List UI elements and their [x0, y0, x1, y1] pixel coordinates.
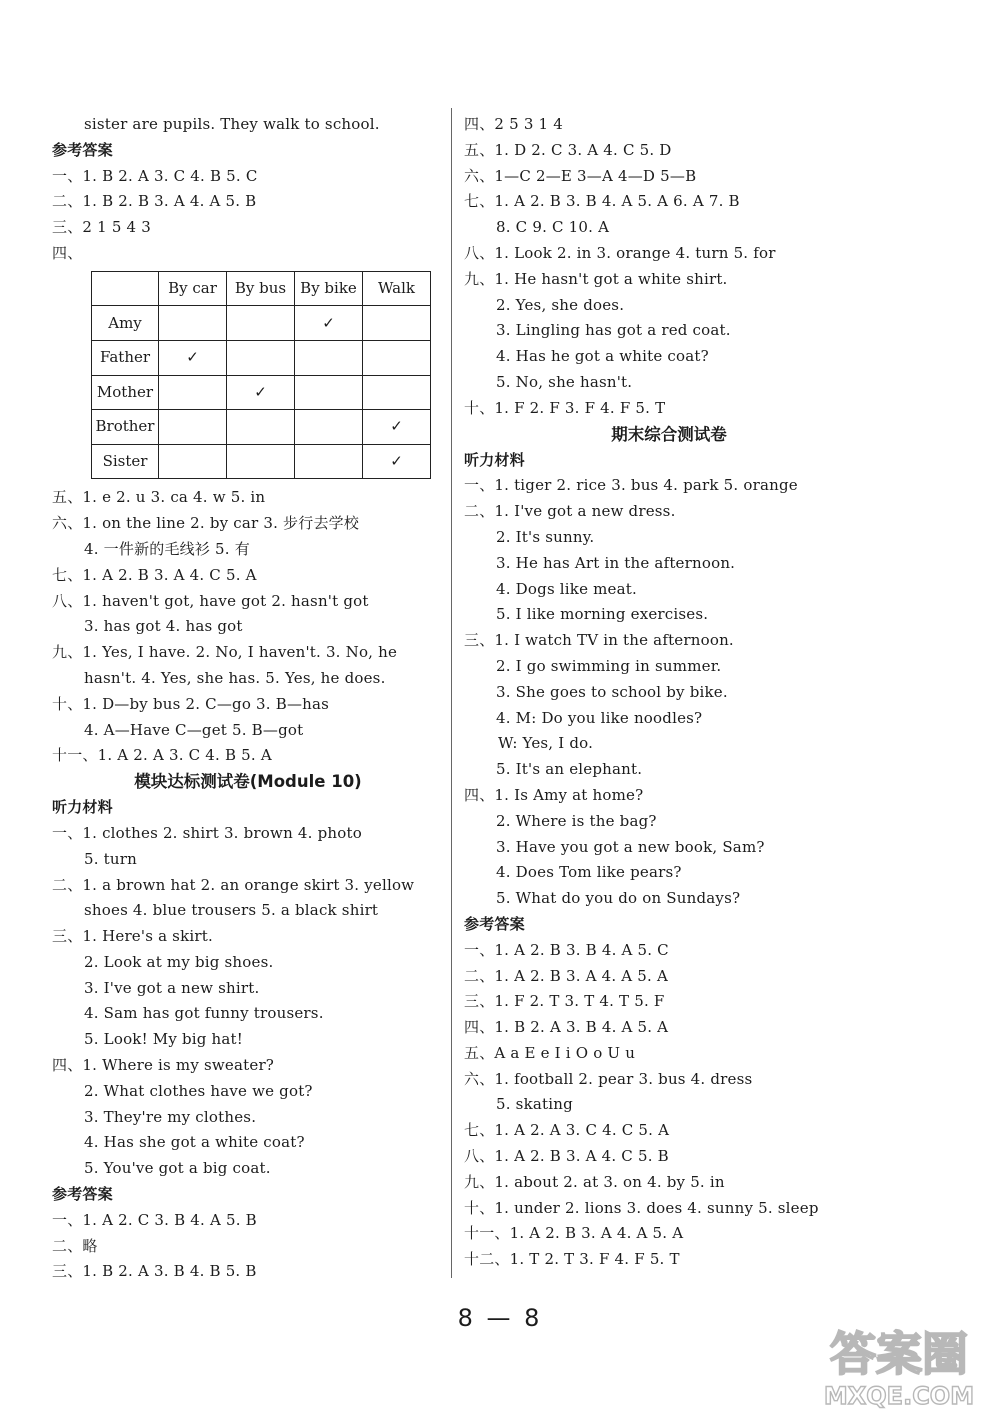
left-top-lines — [52, 112, 444, 267]
answer-line: 四、 — [52, 243, 83, 262]
answer-line: 四、1. Is Amy at home? — [464, 785, 644, 804]
check-cell: ✓ — [159, 340, 227, 375]
answer-line: 5. Look! My big hat! — [84, 1030, 244, 1049]
check-cell — [227, 340, 295, 375]
answer-line: 4. 一件新的毛线衫 5. 有 — [84, 539, 250, 558]
section-header: 听力材料 — [52, 798, 113, 817]
column-header: By bike — [295, 271, 363, 306]
answer-line: hasn't. 4. Yes, she has. 5. Yes, he does. — [84, 668, 386, 687]
check-cell — [295, 375, 363, 410]
answer-line: 一、1. B 2. A 3. C 4. B 5. C — [52, 166, 258, 185]
row-label: Brother — [92, 410, 159, 445]
answer-line: 二、1. I've got a new dress. — [464, 502, 676, 521]
answer-line: 5. I like morning exercises. — [496, 605, 709, 624]
section-title: 模块达标测试卷(Module 10) — [134, 772, 362, 792]
answer-line: 六、1. football 2. pear 3. bus 4. dress — [464, 1069, 753, 1088]
column-header: Walk — [363, 271, 431, 306]
answer-line: 4. M: Do you like noodles? — [496, 708, 703, 727]
answer-line: 4. Has he got a white coat? — [496, 347, 709, 366]
answer-line: 5. What do you do on Sundays? — [496, 889, 741, 908]
table-row — [92, 444, 431, 479]
answer-line: W: Yes, I do. — [498, 734, 594, 753]
answer-line: 八、1. Look 2. in 3. orange 4. turn 5. for — [464, 243, 776, 262]
section-header: 参考答案 — [464, 914, 525, 933]
answer-line: shoes 4. blue trousers 5. a black shirt — [84, 901, 379, 920]
row-label: Amy — [92, 306, 159, 341]
answer-line: 3. I've got a new shirt. — [84, 978, 260, 997]
answer-line: 4. Has she got a white coat? — [84, 1133, 305, 1152]
column-divider — [451, 108, 452, 1278]
table-row — [92, 306, 431, 341]
answer-line: 2. I go swimming in summer. — [496, 656, 722, 675]
answer-line: 一、1. tiger 2. rice 3. bus 4. park 5. orange — [464, 476, 798, 495]
row-label: Father — [92, 340, 159, 375]
answer-line: 2. Yes, she does. — [496, 295, 625, 314]
answer-line: 八、1. A 2. B 3. A 4. C 5. B — [464, 1147, 669, 1166]
answer-line: 七、1. A 2. A 3. C 4. C 5. A — [464, 1121, 670, 1140]
answer-line: 二、1. A 2. B 3. A 4. A 5. A — [464, 966, 669, 985]
answer-line: 4. Does Tom like pears? — [496, 863, 682, 882]
answer-line: 5. You've got a big coat. — [84, 1159, 271, 1178]
answer-line: 5. skating — [496, 1095, 573, 1114]
check-cell — [363, 340, 431, 375]
check-cell — [159, 410, 227, 445]
table-row — [92, 340, 431, 375]
answer-line: 三、2 1 5 4 3 — [52, 218, 151, 237]
answer-line: 二、1. a brown hat 2. an orange skirt 3. yellow — [52, 875, 415, 894]
answer-line: 二、1. B 2. B 3. A 4. A 5. B — [52, 192, 257, 211]
answer-line: 四、2 5 3 1 4 — [464, 115, 563, 133]
left-column — [52, 112, 444, 1285]
answer-line: 三、1. F 2. T 3. T 4. T 5. F — [464, 992, 665, 1011]
check-cell — [227, 444, 295, 479]
answer-line: 一、1. A 2. C 3. B 4. A 5. B — [52, 1210, 257, 1229]
check-cell — [363, 375, 431, 410]
check-cell: ✓ — [295, 306, 363, 341]
check-cell — [227, 410, 295, 445]
answer-line: 四、1. B 2. A 3. B 4. A 5. A — [464, 1018, 669, 1037]
answer-line: 九、1. about 2. at 3. on 4. by 5. in — [464, 1172, 725, 1191]
answer-line: 2. What clothes have we got? — [84, 1081, 313, 1100]
watermark-logo-text: 答案圈 — [830, 1327, 968, 1381]
answer-line: 4. Sam has got funny trousers. — [84, 1004, 324, 1023]
answer-line: 5. It's an elephant. — [496, 760, 643, 779]
check-cell — [295, 444, 363, 479]
answer-line: 七、1. A 2. B 3. A 4. C 5. A — [52, 565, 257, 584]
answer-line: 十一、1. A 2. B 3. A 4. A 5. A — [464, 1224, 684, 1243]
answer-line: 十、1. under 2. lions 3. does 4. sunny 5. sleep — [464, 1198, 819, 1217]
answer-line: 二、略 — [52, 1236, 98, 1255]
answer-line: 十二、1. T 2. T 3. F 4. F 5. T — [464, 1250, 680, 1269]
table-header-row — [92, 271, 431, 306]
answer-line: 四、1. Where is my sweater? — [52, 1056, 275, 1075]
answer-line: 3. He has Art in the afternoon. — [496, 553, 736, 572]
transport-table — [91, 271, 431, 480]
answer-line: 九、1. He hasn't got a white shirt. — [464, 269, 728, 288]
answer-line: 十、1. D—by bus 2. C—go 3. B—has — [52, 694, 330, 713]
row-label: Mother — [92, 375, 159, 410]
section-header: 参考答案 — [52, 140, 113, 159]
check-cell — [295, 410, 363, 445]
row-label: Sister — [92, 444, 159, 479]
check-cell: ✓ — [363, 444, 431, 479]
answer-line: 五、A a E e I i O o U u — [464, 1043, 636, 1062]
right-column — [464, 112, 874, 1273]
answer-line: 十一、1. A 2. A 3. C 4. B 5. A — [52, 746, 272, 765]
check-cell — [295, 340, 363, 375]
column-header — [92, 271, 159, 306]
answer-line: 九、1. Yes, I have. 2. No, I haven't. 3. No, he — [52, 643, 398, 662]
answer-line: 3. She goes to school by bike. — [496, 682, 728, 701]
answer-line: 3. Lingling has got a red coat. — [496, 321, 731, 340]
watermark-logo — [810, 1318, 988, 1410]
answer-line: 七、1. A 2. B 3. B 4. A 5. A 6. A 7. B — [464, 192, 740, 211]
answer-line: 六、1—C 2—E 3—A 4—D 5—B — [464, 166, 697, 185]
answer-line: 三、1. Here's a skirt. — [52, 927, 213, 946]
watermark-url: MXQE.COM — [823, 1382, 975, 1410]
column-header: By car — [159, 271, 227, 306]
answer-line: 3. has got 4. has got — [84, 617, 243, 636]
answer-line: 2. It's sunny. — [496, 527, 595, 546]
table-row — [92, 375, 431, 410]
check-cell: ✓ — [363, 410, 431, 445]
answer-line: 五、1. e 2. u 3. ca 4. w 5. in — [52, 488, 266, 507]
answer-line: 4. A—Have C—get 5. B—got — [84, 720, 304, 739]
table-row — [92, 410, 431, 445]
answer-line: 2. Look at my big shoes. — [84, 952, 274, 971]
column-header: By bus — [227, 271, 295, 306]
check-cell — [159, 444, 227, 479]
answer-line: 五、1. D 2. C 3. A 4. C 5. D — [464, 140, 672, 159]
right-lines — [464, 112, 874, 1273]
answer-line: 三、1. B 2. A 3. B 4. B 5. B — [52, 1262, 257, 1281]
check-cell — [363, 306, 431, 341]
page-number: 8 — 8 — [457, 1304, 543, 1332]
check-cell: ✓ — [227, 375, 295, 410]
answer-line: 8. C 9. C 10. A — [496, 218, 610, 237]
check-cell — [159, 306, 227, 341]
section-title: 期末综合测试卷 — [611, 424, 727, 444]
answer-line: 一、1. clothes 2. shirt 3. brown 4. photo — [52, 823, 362, 842]
answer-line: 2. Where is the bag? — [496, 811, 657, 830]
section-header: 听力材料 — [464, 450, 525, 469]
check-cell — [227, 306, 295, 341]
answer-line: 六、1. on the line 2. by car 3. 步行去学校 — [52, 514, 360, 533]
answer-line: 3. They're my clothes. — [84, 1107, 257, 1126]
left-bottom-lines — [52, 485, 444, 1285]
answer-line: sister are pupils. They walk to school. — [84, 115, 380, 133]
answer-line: 三、1. I watch TV in the afternoon. — [464, 631, 734, 650]
answer-line: 十、1. F 2. F 3. F 4. F 5. T — [464, 398, 666, 417]
answer-line: 5. turn — [84, 849, 137, 868]
answer-line: 3. Have you got a new book, Sam? — [496, 837, 765, 856]
answer-line: 一、1. A 2. B 3. B 4. A 5. C — [464, 940, 669, 959]
section-header: 参考答案 — [52, 1185, 113, 1204]
answer-line: 4. Dogs like meat. — [496, 579, 637, 598]
check-cell — [159, 375, 227, 410]
answer-line: 5. No, she hasn't. — [496, 372, 633, 391]
answer-line: 八、1. haven't got, have got 2. hasn't got — [52, 591, 369, 610]
